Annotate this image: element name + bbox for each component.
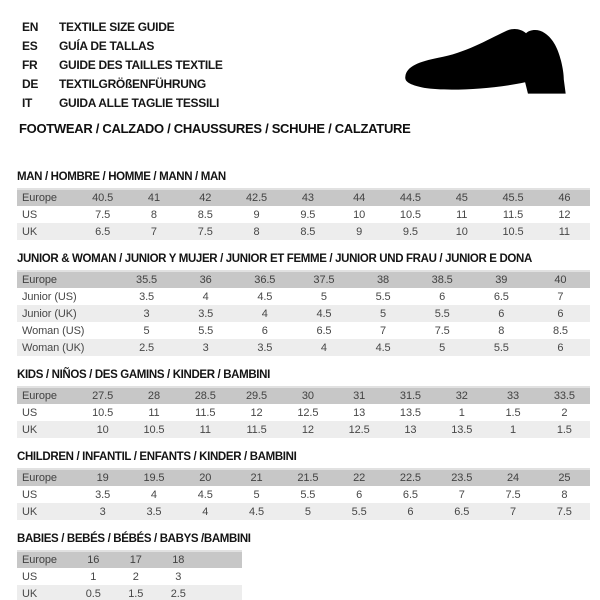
table-row (17, 305, 590, 322)
size-cell: 10.5 (399, 208, 421, 221)
size-cell: 6 (557, 307, 564, 320)
size-cell: 45.5 (502, 192, 524, 204)
size-cell: 2 (132, 570, 139, 583)
size-cell: 29.5 (246, 390, 268, 402)
size-cell: 3.5 (146, 505, 162, 518)
size-cell: 8 (498, 324, 505, 337)
size-cell: 5 (253, 488, 260, 501)
table-row (17, 288, 590, 305)
language-code: IT (22, 96, 33, 110)
size-cell: 3 (175, 570, 182, 583)
row-label: Woman (UK) (22, 341, 85, 354)
row-label: US (22, 208, 38, 221)
row-label: Europe (22, 554, 57, 566)
table-row (17, 271, 590, 288)
language-label: TEXTILGRÖßENFÜHRUNG (59, 77, 206, 91)
size-cell: 44.5 (399, 192, 421, 204)
size-cell: 32 (455, 390, 468, 402)
size-cell: 38.5 (431, 274, 453, 286)
size-cell: 10 (455, 225, 468, 238)
size-cell: 28.5 (194, 390, 216, 402)
size-cell: 9.5 (402, 225, 418, 238)
size-cell: 37.5 (313, 274, 335, 286)
size-tables (17, 170, 590, 600)
size-cell: 5.5 (351, 505, 367, 518)
table-row (17, 404, 590, 421)
size-cell: 1.5 (128, 587, 144, 600)
size-cell: 4.5 (197, 488, 213, 501)
size-cell: 27.5 (92, 390, 114, 402)
size-cell: 12.5 (348, 423, 370, 436)
size-cell: 38 (377, 274, 390, 286)
size-cell: 6 (356, 488, 363, 501)
size-table-man (17, 188, 590, 240)
row-label: US (22, 488, 38, 501)
row-label: UK (22, 587, 38, 600)
size-cell: 36 (199, 274, 212, 286)
size-cell: 6.5 (316, 324, 332, 337)
dress-shoe-icon (392, 20, 579, 103)
size-cell: 5 (439, 341, 446, 354)
size-cell: 4.5 (316, 307, 332, 320)
size-cell: 3.5 (257, 341, 273, 354)
size-cell: 11 (456, 208, 468, 221)
size-cell: 40 (554, 274, 567, 286)
size-cell: 4 (150, 488, 157, 501)
size-cell: 35.5 (136, 274, 158, 286)
size-cell: 6 (261, 324, 268, 337)
size-cell: 31.5 (399, 390, 421, 402)
size-cell: 42 (199, 192, 212, 204)
size-cell: 13.5 (399, 406, 421, 419)
size-cell: 7.5 (95, 208, 111, 221)
table-row (17, 339, 590, 356)
table-row (17, 387, 590, 404)
size-cell: 12.5 (297, 406, 319, 419)
size-cell: 33 (507, 390, 520, 402)
section-title: MAN / HOMBRE / HOMME / MANN / MAN (17, 171, 226, 183)
size-cell: 4 (202, 290, 209, 303)
size-cell: 13.5 (451, 423, 473, 436)
size-cell: 3 (202, 341, 209, 354)
size-cell: 6.5 (454, 505, 470, 518)
language-code: FR (22, 58, 38, 72)
size-cell: 5 (380, 307, 387, 320)
size-cell: 9.5 (300, 208, 316, 221)
size-cell: 1 (90, 570, 97, 583)
size-cell: 11 (558, 225, 570, 238)
size-cell: 7 (380, 324, 387, 337)
size-cell: 11.5 (195, 406, 216, 419)
size-cell: 6 (439, 290, 446, 303)
size-cell: 7 (510, 505, 517, 518)
size-cell: 19 (96, 472, 109, 484)
row-label: Junior (US) (22, 290, 77, 303)
size-table-children (17, 468, 590, 520)
size-cell: 3.5 (95, 488, 111, 501)
table-row (17, 551, 242, 568)
row-label: Europe (22, 274, 57, 286)
size-cell: 21.5 (297, 472, 319, 484)
size-cell: 31 (353, 390, 366, 402)
row-label: Woman (US) (22, 324, 85, 337)
size-cell: 8.5 (300, 225, 316, 238)
size-cell: 7 (557, 290, 564, 303)
row-label: UK (22, 423, 38, 436)
size-cell: 2.5 (139, 341, 155, 354)
section-man (17, 170, 590, 240)
size-cell: 9 (356, 225, 363, 238)
size-cell: 13 (353, 406, 366, 419)
size-cell: 3 (99, 505, 106, 518)
row-label: US (22, 570, 38, 583)
size-cell: 7.5 (434, 324, 450, 337)
section-kids (17, 368, 590, 438)
size-cell: 4.5 (257, 290, 273, 303)
language-label: GUÍA DE TALLAS (59, 39, 155, 53)
row-label: Europe (22, 390, 57, 402)
row-label: Europe (22, 192, 57, 204)
size-cell: 25 (558, 472, 571, 484)
table-row (17, 421, 590, 438)
size-cell: 8 (253, 225, 260, 238)
row-label: US (22, 406, 38, 419)
size-cell: 10 (96, 423, 109, 436)
size-cell: 7 (458, 488, 465, 501)
size-cell: 19.5 (143, 472, 165, 484)
row-label: UK (22, 505, 38, 518)
size-cell: 12 (250, 406, 263, 419)
row-label: Junior (UK) (22, 307, 77, 320)
size-cell: 4 (320, 341, 327, 354)
table-row (17, 206, 590, 223)
table-row (17, 486, 590, 503)
filler-cell (200, 568, 243, 585)
size-cell: 23.5 (451, 472, 473, 484)
language-label: GUIDE DES TAILLES TEXTILE (59, 58, 223, 72)
table-row (17, 503, 590, 520)
size-cell: 4 (261, 307, 268, 320)
size-cell: 5.5 (198, 324, 214, 337)
size-cell: 3.5 (139, 290, 155, 303)
size-cell: 18 (172, 554, 185, 566)
size-cell: 16 (87, 554, 100, 566)
size-cell: 8 (561, 488, 568, 501)
section-junior-woman (17, 252, 590, 356)
size-table-kids (17, 386, 590, 438)
size-cell: 44 (353, 192, 366, 204)
size-cell: 11.5 (246, 423, 267, 436)
size-cell: 42.5 (246, 192, 268, 204)
section-title: JUNIOR & WOMAN / JUNIOR Y MUJER / JUNIOR ET FEMME / JUNIOR UND FRAU / JUNIOR E DONA (17, 253, 532, 265)
size-cell: 6.5 (493, 290, 509, 303)
section-title: KIDS / NIÑOS / DES GAMINS / KINDER / BAMBINI (17, 369, 270, 381)
size-cell: 1.5 (505, 406, 521, 419)
language-code: DE (22, 77, 39, 91)
size-cell: 40.5 (92, 192, 114, 204)
size-cell: 1.5 (556, 423, 572, 436)
size-cell: 5 (320, 290, 327, 303)
section-title: BABIES / BEBÉS / BÉBÉS / BABYS /BAMBINI (17, 533, 251, 545)
size-cell: 45 (455, 192, 468, 204)
size-cell: 41 (147, 192, 160, 204)
size-cell: 20 (199, 472, 212, 484)
size-cell: 6 (557, 341, 564, 354)
size-cell: 5.5 (434, 307, 450, 320)
row-label: Europe (22, 472, 57, 484)
language-label: GUIDA ALLE TAGLIE TESSILI (59, 96, 220, 110)
size-table-junior-woman (17, 270, 590, 356)
size-cell: 39 (495, 274, 508, 286)
table-row (17, 568, 242, 585)
language-label: TEXTILE SIZE GUIDE (59, 20, 175, 34)
size-cell: 11 (199, 423, 211, 436)
size-cell: 11 (148, 406, 160, 419)
size-cell: 30 (301, 390, 314, 402)
size-cell: 0.5 (85, 587, 101, 600)
size-cell: 2.5 (170, 587, 186, 600)
size-cell: 24 (507, 472, 520, 484)
size-cell: 10.5 (92, 406, 114, 419)
size-cell: 5.5 (300, 488, 316, 501)
row-label: UK (22, 225, 38, 238)
size-cell: 5.5 (375, 290, 391, 303)
language-code: ES (22, 39, 38, 53)
size-cell: 1 (510, 423, 517, 436)
size-table-babies (17, 550, 242, 600)
size-cell: 7.5 (197, 225, 213, 238)
size-cell: 1 (458, 406, 465, 419)
size-cell: 36.5 (254, 274, 276, 286)
size-cell: 10.5 (502, 225, 524, 238)
size-cell: 7.5 (556, 505, 572, 518)
header (17, 18, 590, 136)
size-cell: 33.5 (553, 390, 575, 402)
size-cell: 6.5 (95, 225, 111, 238)
size-cell: 7.5 (505, 488, 521, 501)
size-cell: 3.5 (198, 307, 214, 320)
size-cell: 8.5 (197, 208, 213, 221)
section-title: CHILDREN / INFANTIL / ENFANTS / KINDER / BAMBINI (17, 451, 297, 463)
filler-cell (200, 585, 243, 600)
category-heading: FOOTWEAR / CALZADO / CHAUSSURES / SCHUHE / CALZATURE (19, 121, 411, 136)
size-cell: 8 (150, 208, 157, 221)
size-cell: 5.5 (493, 341, 509, 354)
size-cell: 6.5 (402, 488, 418, 501)
size-cell: 13 (404, 423, 417, 436)
table-row (17, 585, 242, 600)
size-cell: 22 (353, 472, 366, 484)
size-cell: 3 (143, 307, 150, 320)
size-cell: 12 (558, 208, 571, 221)
size-cell: 2 (561, 406, 568, 419)
size-cell: 28 (147, 390, 160, 402)
size-cell: 4.5 (249, 505, 265, 518)
size-cell: 46 (558, 192, 571, 204)
size-cell: 8.5 (552, 324, 568, 337)
size-cell: 22.5 (399, 472, 421, 484)
size-cell: 43 (301, 192, 314, 204)
table-row (17, 322, 590, 339)
size-cell: 12 (301, 423, 314, 436)
size-cell: 6 (498, 307, 505, 320)
size-cell: 4.5 (375, 341, 391, 354)
section-children (17, 450, 590, 520)
language-code: EN (22, 20, 39, 34)
table-row (17, 189, 590, 206)
section-babies (17, 532, 590, 600)
size-cell: 11.5 (502, 208, 524, 221)
size-cell: 5 (304, 505, 311, 518)
filler-cell (200, 551, 243, 568)
size-cell: 9 (253, 208, 260, 221)
size-cell: 7 (150, 225, 157, 238)
table-row (17, 469, 590, 486)
table-row (17, 223, 590, 240)
size-cell: 5 (143, 324, 150, 337)
size-cell: 10 (353, 208, 366, 221)
size-cell: 6 (407, 505, 414, 518)
size-cell: 17 (129, 554, 142, 566)
size-cell: 10.5 (143, 423, 165, 436)
size-cell: 4 (202, 505, 209, 518)
size-cell: 21 (250, 472, 263, 484)
